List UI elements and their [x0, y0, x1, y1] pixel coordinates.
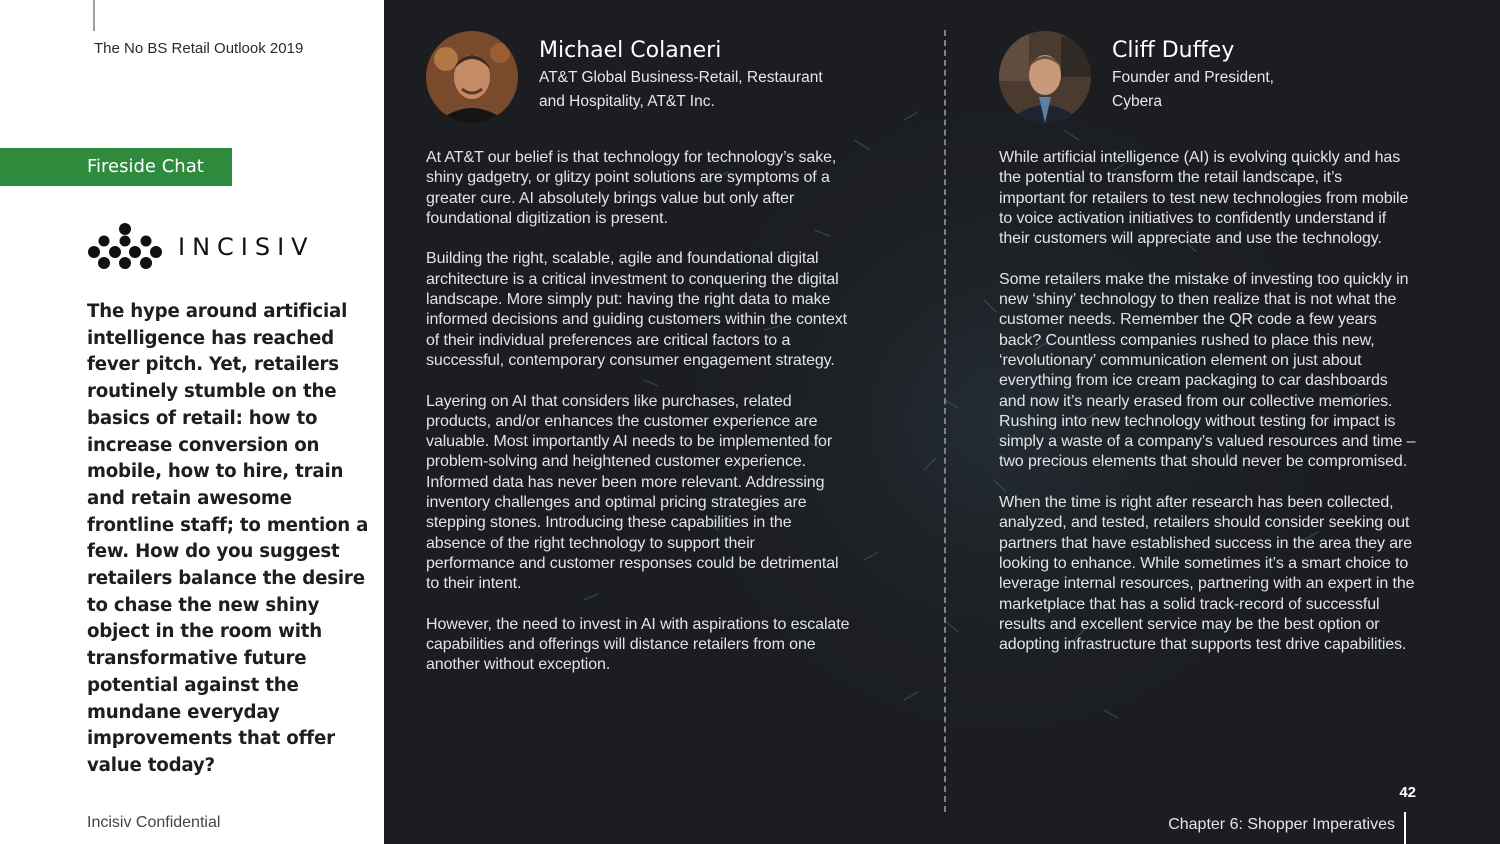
question-line: few. How do you suggest [87, 541, 340, 563]
top-rule [93, 0, 95, 31]
role-line: and Hospitality, AT&T Inc. [539, 93, 715, 110]
answer-line: customer needs. Remember the QR code a few years [999, 311, 1377, 329]
answer-line: new ‘shiny’ technology to then realize that is not what the [999, 291, 1397, 309]
confidential-footer: Incisiv Confidential [87, 814, 221, 831]
answer-line: valuable. Most importantly AI needs to be implemented for [426, 433, 833, 451]
answer-line: greater cure. AI absolutely brings value but only after [426, 189, 795, 207]
question-line: object in the room with [87, 621, 323, 643]
answer-line: adopting infrastructure that supports test drive capabilities. [999, 636, 1407, 654]
section-tag-label: Fireside Chat [87, 156, 204, 177]
answer-line: results and excellent service may be the best option or [999, 615, 1380, 633]
answer-line: landscape. More simply put: having the right data to make [426, 291, 831, 309]
answer-line: stepping stones. Introducing these capabilities in the [426, 514, 792, 532]
answer-line: two precious elements that should never be compromised. [999, 453, 1408, 471]
answer-line: products, and/or enhances the customer experience are [426, 412, 818, 430]
answer-line: looking to enhance. While sometimes it’s a smart choice to [999, 554, 1409, 572]
section-tag [0, 148, 232, 186]
answer-line: simply a waste of a company’s valued resources and time – [999, 433, 1416, 451]
document-title: The No BS Retail Outlook 2019 [94, 40, 304, 57]
question-line: to chase the new shiny [87, 594, 320, 616]
question-line: frontline staff; to mention a [87, 514, 369, 536]
incisiv-logo [86, 221, 315, 275]
answer-line: back? Countless companies rushed to place this new, [999, 331, 1375, 349]
answer-line: ‘revolutionary’ communication element on just about [999, 351, 1362, 369]
answer-line: and now it’s nearly erased from our collective memories. [999, 392, 1393, 410]
question-line: and retain awesome [87, 487, 292, 509]
right-expert-name: Cliff Duffey [1112, 38, 1235, 63]
question-line: intelligence has reached [87, 327, 334, 349]
answer-line: Layering on AI that considers like purchases, related [426, 392, 792, 410]
answer-line: another without exception. [426, 656, 611, 674]
page-number: 42 [1399, 784, 1416, 801]
answer-line: Rushing into new technology without testing for impact is [999, 412, 1396, 430]
answer-line: shiny gadgetry, or glitzy point solutions are symptoms of a [426, 169, 830, 187]
answer-line: At AT&T our belief is that technology for technology’s sake, [426, 149, 837, 166]
chapter-rule [1404, 812, 1406, 844]
question-line: potential against the [87, 674, 299, 696]
right-expert-role [1112, 66, 1274, 114]
question-line: routinely stumble on the [87, 381, 337, 403]
logo-wordmark: INCISIV [178, 233, 315, 261]
answer-line: Building the right, scalable, agile and foundational digital [426, 250, 819, 268]
question-line: increase conversion on [87, 434, 320, 456]
answer-line: When the time is right after research has been collected, [999, 494, 1394, 512]
question-line: retailers balance the desire [87, 568, 365, 590]
chapter-footer: Chapter 6: Shopper Imperatives [1168, 816, 1395, 833]
answer-line: informed decisions and guiding customers within the context [426, 311, 847, 329]
answer-line: capabilities and offerings will distance retailers from one [426, 636, 816, 654]
question-line: mundane everyday [87, 701, 280, 723]
answer-line: marketplace that has a solid track-record of successful [999, 595, 1380, 613]
right-expert-answer [999, 148, 1415, 655]
answer-line: performance and customer responses could be detrimental [426, 554, 839, 572]
answer-line: partners that have established success in the area they are [999, 534, 1413, 552]
role-line: AT&T Global Business-Retail, Restaurant [539, 69, 823, 86]
answer-line: analyzed, and tested, retailers should consider seeking out [999, 514, 1410, 532]
answer-line: important for retailers to test new technologies from mobile [999, 189, 1409, 207]
portrait-image [999, 31, 1091, 123]
answer-line: Informed data has never been more relevant. Addressing [426, 473, 825, 491]
incisiv-logo-mark-icon [86, 221, 166, 275]
sidebar-panel [0, 0, 384, 844]
answer-line: to their intent. [426, 575, 522, 593]
portrait-image [426, 31, 518, 123]
main-content [384, 0, 1500, 844]
question-line: improvements that offer [87, 728, 335, 750]
answer-line: inventory challenges and optimal pricing strategies are [426, 494, 807, 512]
left-expert-answer [426, 148, 849, 676]
answer-line: However, the need to invest in AI with aspirations to escalate [426, 615, 850, 633]
answer-line: of their individual preferences are critical factors to a [426, 331, 791, 349]
answer-line: the potential to transform the retail landscape, it’s [999, 169, 1343, 187]
role-line: Cybera [1112, 93, 1162, 110]
answer-line: absence of the right technology to support their [426, 534, 755, 552]
cliff-duffey-photo [999, 31, 1091, 123]
question-line: fever pitch. Yet, retailers [87, 354, 339, 376]
question-line: The hype around artificial [87, 301, 348, 322]
answer-line: architecture is a critical investment to conquering the digital [426, 270, 839, 288]
answer-line: to voice activation initiatives to confidently understand if [999, 209, 1387, 227]
answer-line: leverage internal resources, partnering with an expert in the [999, 575, 1415, 593]
michael-colaneri-photo [426, 31, 518, 123]
answer-line: successful, contemporary consumer engagement strategy. [426, 351, 835, 369]
role-line: Founder and President, [1112, 69, 1274, 86]
question-line: mobile, how to hire, train [87, 461, 344, 483]
answer-line: While artificial intelligence (AI) is evolving quickly and has [999, 149, 1401, 166]
answer-line: Some retailers make the mistake of investing too quickly in [999, 270, 1409, 288]
column-divider [944, 30, 946, 812]
left-expert-name: Michael Colaneri [539, 38, 722, 63]
question-line: basics of retail: how to [87, 407, 318, 429]
answer-line: everything from ice cream packaging to car dashboards [999, 372, 1388, 390]
left-expert-role [539, 66, 823, 114]
question-line: transformative future [87, 648, 307, 670]
answer-line: foundational digitization is present. [426, 209, 668, 227]
interview-question [87, 299, 369, 780]
question-line: value today? [87, 754, 215, 776]
answer-line: problem-solving and heightened customer experience. [426, 453, 807, 471]
answer-line: their customers will appreciate and use the technology. [999, 230, 1382, 248]
